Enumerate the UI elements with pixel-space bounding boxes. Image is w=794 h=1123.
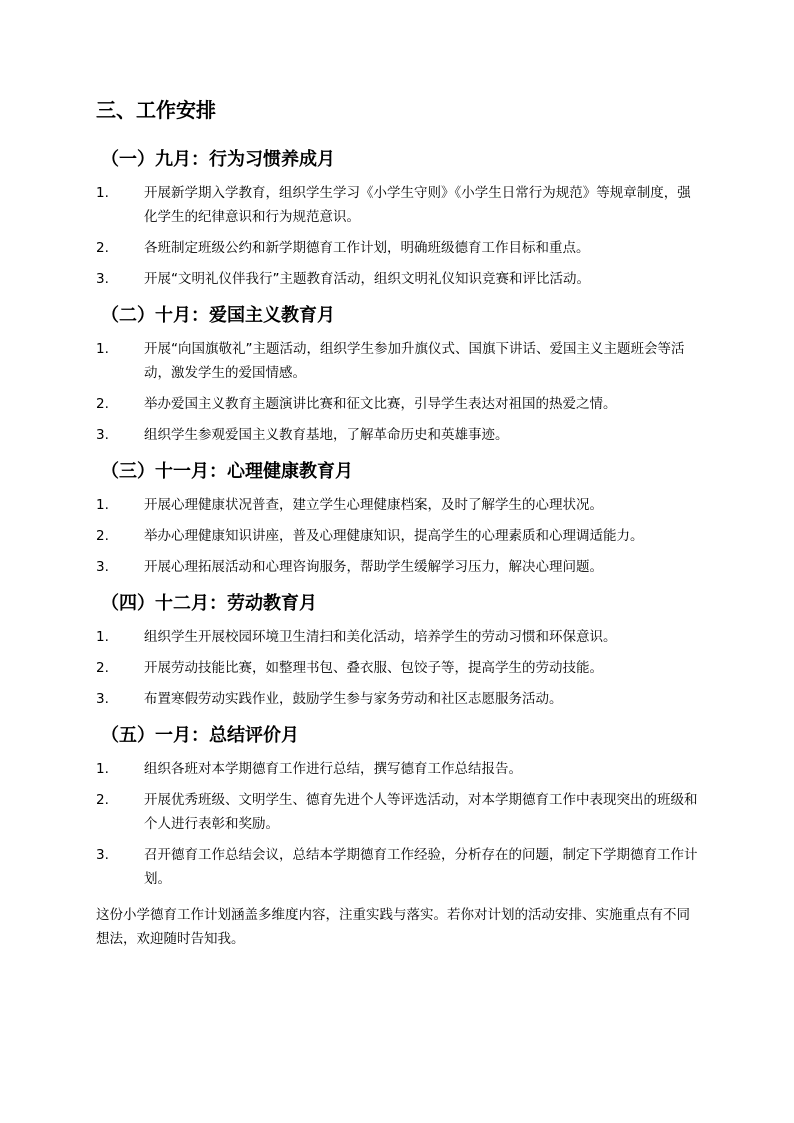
month-section [96, 303, 700, 447]
list-item [96, 555, 700, 579]
list-item [96, 236, 700, 260]
list-item-text: 组织学生参观爱国主义教育基地，了解革命历史和英雄事迹。 [144, 427, 509, 443]
list-item-number: 2. [96, 396, 109, 412]
list-item-number: 3. [96, 691, 109, 707]
list-item-text: 开展劳动技能比赛，如整理书包、叠衣服、包饺子等，提高学生的劳动技能。 [144, 660, 603, 676]
list-item [96, 843, 700, 891]
list-item-text: 开展“向国旗敬礼”主题活动，组织学生参加升旗仪式、国旗下讲话、爱国主义主题班会等活动，激发学生的爱国情感。 [144, 341, 685, 381]
list-item [96, 687, 700, 711]
list-item-text: 开展心理健康状况普查，建立学生心理健康档案，及时了解学生的心理状况。 [144, 497, 603, 513]
month-section-title: （五）一月：总结评价月 [101, 725, 299, 746]
month-section [96, 147, 700, 291]
numbered-list [96, 337, 700, 447]
list-item [96, 423, 700, 447]
month-section-title: （二）十月：爱国主义教育月 [101, 305, 335, 326]
list-item-text: 开展“文明礼仪伴我行”主题教育活动，组织文明礼仪知识竞赛和评比活动。 [144, 271, 590, 287]
list-item-text: 各班制定班级公约和新学期德育工作计划，明确班级德育工作目标和重点。 [144, 240, 590, 256]
numbered-list [96, 625, 700, 711]
numbered-list [96, 493, 700, 579]
list-item-number: 3. [96, 427, 109, 443]
list-item-number: 2. [96, 528, 109, 544]
list-item-number: 2. [96, 240, 109, 256]
list-item [96, 181, 700, 229]
list-item-number: 1. [96, 185, 109, 201]
month-section [96, 591, 700, 711]
numbered-list [96, 757, 700, 891]
list-item-number: 3. [96, 271, 109, 287]
list-item-text: 召开德育工作总结会议，总结本学期德育工作经验，分析存在的问题，制定下学期德育工作计划。 [144, 847, 698, 887]
list-item [96, 788, 700, 836]
list-item [96, 757, 700, 781]
closing-paragraph: 这份小学德育工作计划涵盖多维度内容，注重实践与落实。若你对计划的活动安排、实施重点有不同想法，欢迎随时告知我。 [96, 907, 690, 947]
list-item-text: 组织各班对本学期德育工作进行总结，撰写德育工作总结报告。 [144, 761, 522, 777]
list-item-number: 3. [96, 559, 109, 575]
month-section [96, 459, 700, 579]
list-item-text: 组织学生开展校园环境卫生清扫和美化活动，培养学生的劳动习惯和环保意识。 [144, 629, 617, 645]
list-item-number: 2. [96, 660, 109, 676]
list-item [96, 493, 700, 517]
month-section-title: （三）十一月：心理健康教育月 [101, 461, 353, 482]
month-section [96, 723, 700, 891]
month-section-title: （一）九月：行为习惯养成月 [101, 149, 335, 170]
list-item-number: 3. [96, 847, 109, 863]
list-item [96, 267, 700, 291]
list-item [96, 524, 700, 548]
list-item-number: 1. [96, 341, 109, 357]
document-page [96, 96, 700, 951]
list-item-number: 1. [96, 761, 109, 777]
section-heading: 三、工作安排 [96, 98, 216, 122]
list-item-number: 1. [96, 497, 109, 513]
month-section-title: （四）十二月：劳动教育月 [101, 593, 317, 614]
list-item [96, 625, 700, 649]
list-item-text: 开展新学期入学教育，组织学生学习《小学生守则》《小学生日常行为规范》等规章制度，强化学生的纪律意识和行为规范意识。 [144, 185, 691, 225]
numbered-list [96, 181, 700, 291]
list-item-text: 举办心理健康知识讲座，普及心理健康知识，提高学生的心理素质和心理调适能力。 [144, 528, 644, 544]
list-item-number: 1. [96, 629, 109, 645]
list-item-text: 举办爱国主义教育主题演讲比赛和征文比赛，引导学生表达对祖国的热爱之情。 [144, 396, 617, 412]
list-item [96, 392, 700, 416]
list-item-text: 布置寒假劳动实践作业，鼓励学生参与家务劳动和社区志愿服务活动。 [144, 691, 563, 707]
list-item [96, 337, 700, 385]
list-item [96, 656, 700, 680]
list-item-number: 2. [96, 792, 109, 808]
list-item-text: 开展优秀班级、文明学生、德育先进个人等评选活动，对本学期德育工作中表现突出的班级和个人进行表彰和奖励。 [144, 792, 698, 832]
list-item-text: 开展心理拓展活动和心理咨询服务，帮助学生缓解学习压力，解决心理问题。 [144, 559, 603, 575]
